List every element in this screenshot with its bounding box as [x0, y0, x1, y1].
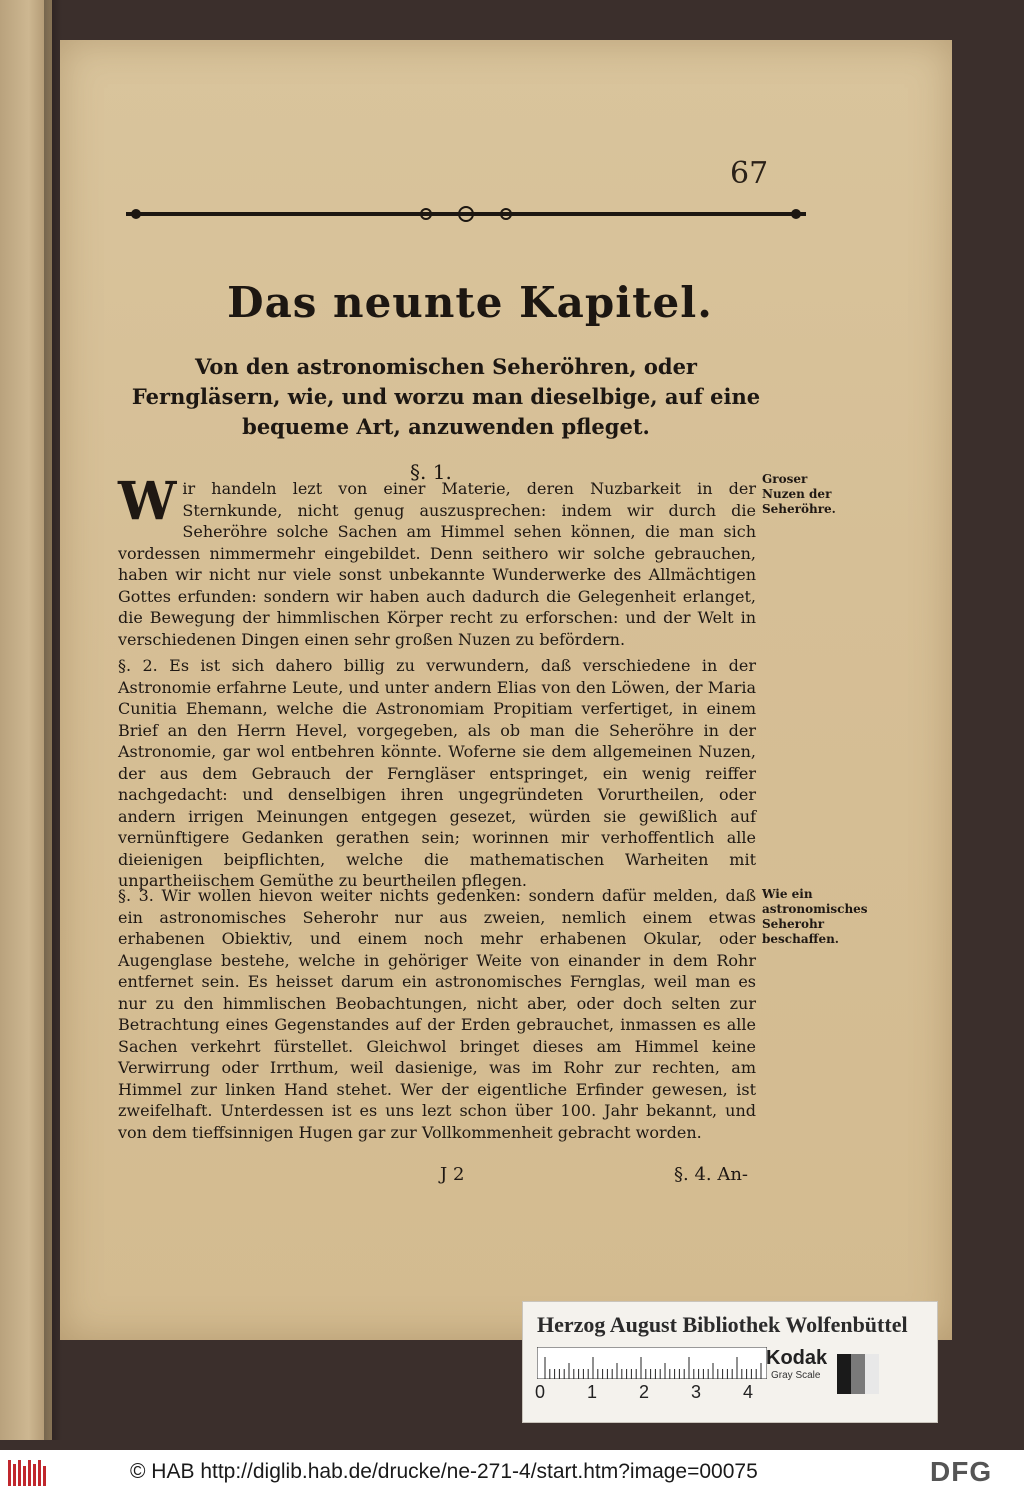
paragraph-3-text: §. 3. Wir wollen hievon weiter nichts gedenken: sondern dafür melden, daß ein astronomisches Seherohr nur aus zweien, nemlich einem etwas erhabenen Obiektiv, und einem noch mehr erhabenen Okular, oder Augenglase bestehe, welche in gehöriger Weite von einander in dem Rohr entfernet sein. Es heisset darum ein astronomisches Fernglas, weil man es nur zu den himmlischen Beobachtungen, nicht aber, oder doch selten zur Betrachtung eines Gegenstandes auf der Erden gebrauchet, inmassen es alle Sachen verkehrt fürstellet. Gleichwol bringet dieses am Himmel keine Verwirrung oder Irrthum, weil dasienige, was im Rohr zur rechten, am Himmel zur linken Hand stehet. Wer der eigentliche Erfinder gewesen, ist zweifelhaft. Unterdessen ist es uns lezt schon über 100. Jahr bekannt, und von dem tieffsinnigen Hugen gar zur Vollkommenheit gebracht worden.	[118, 886, 756, 1142]
paragraph-2	[118, 655, 756, 892]
hab-logo-icon	[8, 1460, 48, 1486]
book-page	[60, 40, 952, 1340]
ruler-numbers	[533, 1382, 773, 1406]
scale-number: 0	[535, 1382, 546, 1402]
drop-cap: W	[118, 471, 177, 532]
section-mark: §. 1.	[410, 460, 452, 484]
ornamental-rule	[126, 202, 806, 226]
paragraph-2-text: §. 2. Es ist sich dahero billig zu verwundern, daß verschiedene in der Astronomie erfahrne Leute, und unter andern Elias von den Löwen, der Maria Cunitia Ehemann, welche die Astronomiam Propitiam verfertiget, in einem Brief an den Herrn Hevel, vorgegeben, als ob man die Seheröhre in der Astronomie, gar wol entbehren könnte. Woferne sie dem allgemeinen Nuzen, der aus dem Gebrauch der Ferngläser entspringet, ein wenig reiffer nachgedacht: und denselbigen ihren ungegründeten Vorurtheilen, oder andern irrigen Meinungen entgegen gesezet, würden sie gewißlich auf vernünftigere Gedanken gerathen sein; worinnen mir verhoffentlich alle dieienigen beipflichten, welche die mathematischen Warheiten mit unpartheiischem Gemüthe zu beurtheilen pflegen.	[118, 656, 756, 890]
ruler-scale	[537, 1347, 767, 1379]
page-number: 67	[730, 156, 769, 191]
margin-note-2: Wie ein astronomisches Seherohr beschaffen.	[762, 887, 868, 946]
footer-bar	[0, 1450, 1024, 1494]
gray-scale-swatch	[837, 1354, 879, 1394]
chapter-title: Das neunte Kapitel.	[227, 278, 713, 327]
paragraph-1	[118, 471, 756, 650]
scale-number: 2	[639, 1382, 650, 1402]
library-color-card	[523, 1302, 937, 1422]
kodak-logo: Kodak	[766, 1347, 828, 1369]
gray-scale-label: Gray Scale	[771, 1370, 821, 1381]
scale-number: 3	[691, 1382, 702, 1402]
scale-number: 4	[743, 1382, 754, 1402]
margin-note-1: Groser Nuzen der Seheröhre.	[762, 472, 836, 516]
signature-mark: J 2	[440, 1164, 465, 1185]
scale-number: 1	[587, 1382, 598, 1402]
paragraph-1-text: ir handeln lezt von einer Materie, deren Nuzbarkeit in der Sternkunde, nicht genug auszusprechen: indem wir durch die Seheröhre solche Sachen am Himmel sehen können, die man sich vordessen nimmermehr eingebildet. Denn seithero wir solche gebrauchen, haben wir nicht nur viele sonst unbekannte Wunderwerke des Allmächtigen Gottes erfunden: sondern wir haben auch dadurch die Gelegenheit erlanget, die Bewegung der himmlischen Körper recht zu erforschen: und der Welt in verschiedenen Dingen einen sehr großen Nuzen zu befördern.	[118, 479, 756, 649]
copyright-url: © HAB http://diglib.hab.de/drucke/ne-271-4/start.htm?image=00075	[130, 1460, 758, 1483]
chapter-subtitle: Von den astronomischen Seheröhren, oder Ferngläsern, wie, und worzu man dieselbige, auf eine bequeme Art, anzuwenden pfleget.	[131, 354, 761, 439]
library-name: Herzog August Bibliothek Wolfenbüttel	[537, 1312, 908, 1337]
paragraph-3	[118, 885, 756, 1143]
dfg-logo: DFG	[930, 1456, 993, 1487]
catchword: §. 4. An-	[674, 1164, 749, 1185]
